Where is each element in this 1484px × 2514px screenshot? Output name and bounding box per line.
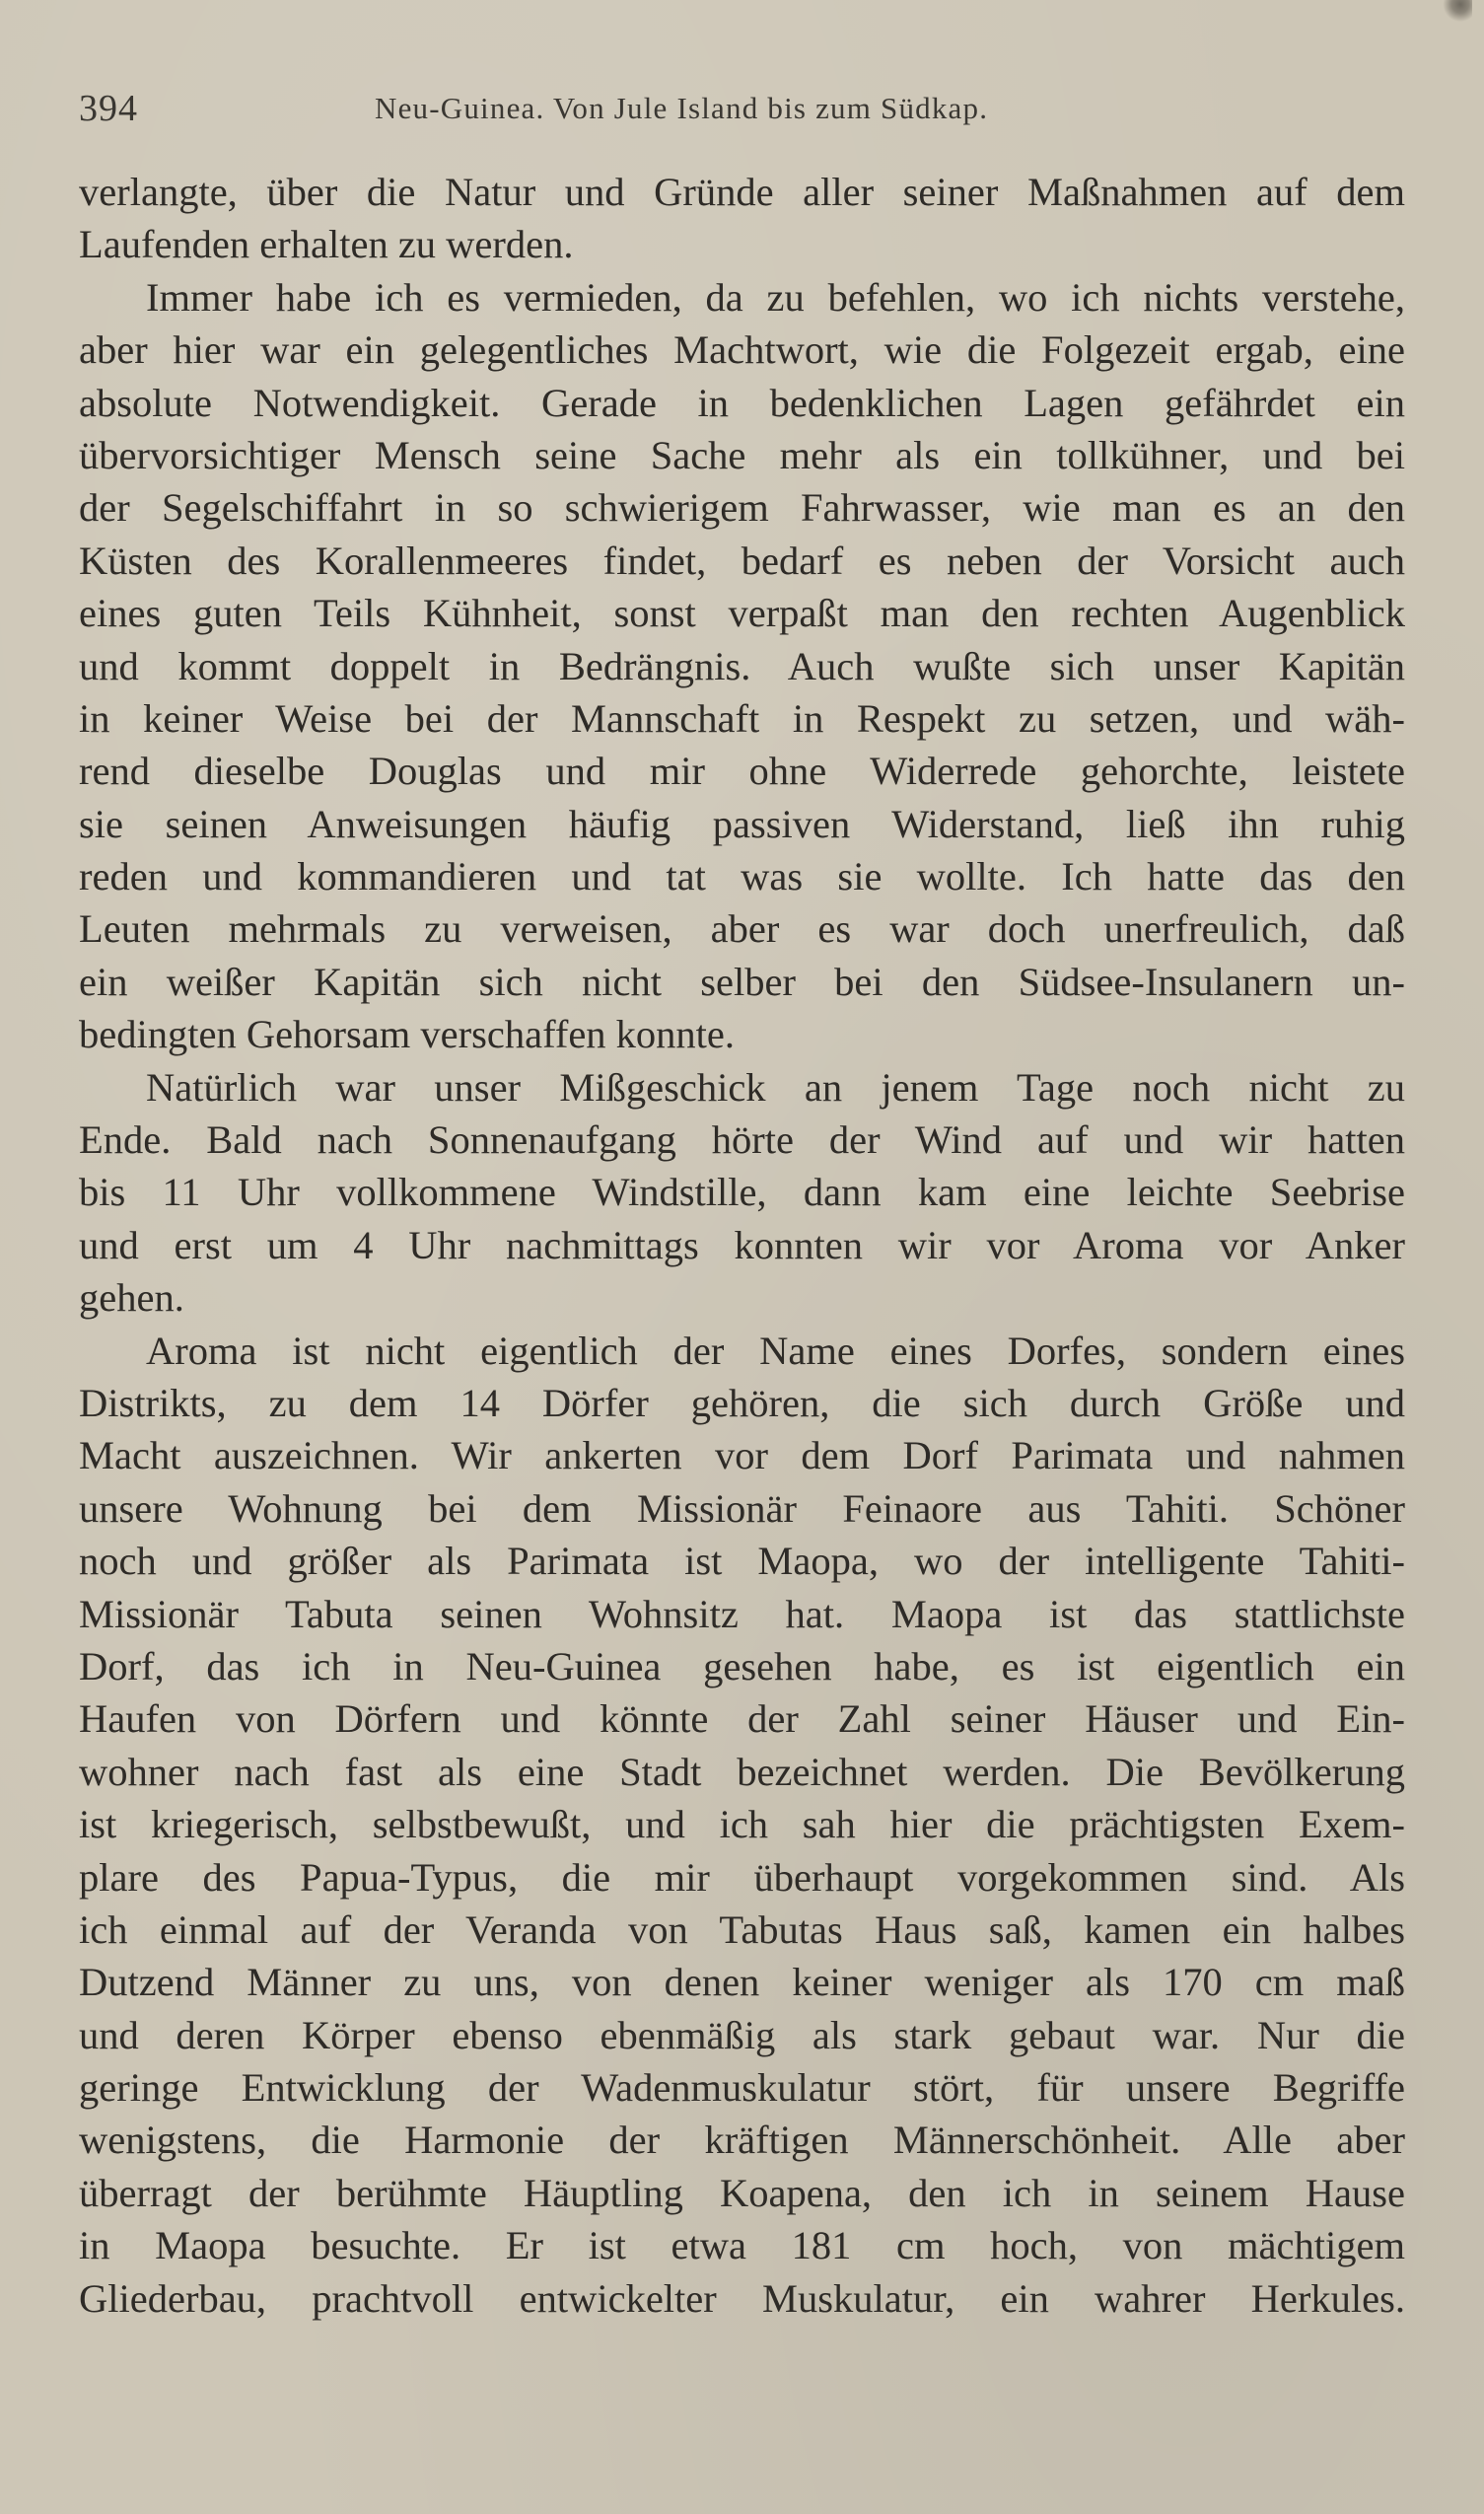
text-line: unsere Wohnung bei dem Missionär Feinaore aus Tahiti. Schöner — [79, 1485, 1405, 1531]
text-line: noch und größer als Parimata ist Maopa, wo der intelligente Tahiti- — [79, 1539, 1405, 1584]
text-line: ein weißer Kapitän sich nicht selber bei den Südsee-Insulanern un- — [79, 959, 1405, 1004]
text-line: bedingten Gehorsam verschaffen konnte. — [79, 1012, 736, 1057]
text-line: wohner nach fast als eine Stadt bezeichnet werden. Die Bevölkerung — [79, 1749, 1405, 1794]
text-line: in Maopa besuchte. Er ist etwa 181 cm hoch, von mächtigem — [79, 2223, 1405, 2268]
text-line: Dutzend Männer zu uns, von denen keiner weniger als 170 cm maß — [79, 1960, 1405, 2005]
text-line: Gliederbau, prachtvoll entwickelter Muskulatur, ein wahrer Herkules. — [79, 2275, 1405, 2321]
text-line: plare des Papua-Typus, die mir überhaupt vorgekommen sind. Als — [79, 1854, 1405, 1900]
text-line: und kommt doppelt in Bedrängnis. Auch wußte sich unser Kapitän — [79, 643, 1405, 688]
text-line: Missionär Tabuta seinen Wohnsitz hat. Maopa ist das stattlichste — [79, 1591, 1405, 1636]
text-line: Dorf, das ich in Neu-Guinea gesehen habe, es ist eigentlich ein — [79, 1643, 1405, 1688]
text-line: ich einmal auf der Veranda von Tabutas Haus saß, kamen ein halbes — [79, 1906, 1405, 1952]
text-line: Ende. Bald nach Sonnenaufgang hörte der Wind auf und wir hatten — [79, 1117, 1405, 1163]
running-title: Neu-Guinea. Von Jule Island bis zum Südkap. — [375, 91, 989, 125]
text-line: in keiner Weise bei der Mannschaft in Respekt zu setzen, und wäh- — [79, 695, 1405, 741]
text-line: reden und kommandieren und tat was sie wollte. Ich hatte das den — [79, 854, 1405, 899]
text-line: Laufenden erhalten zu werden. — [79, 222, 574, 267]
text-line: und erst um 4 Uhr nachmittags konnten wir vor Aroma vor Anker — [79, 1222, 1405, 1267]
text-line: sie seinen Anweisungen häufig passiven Widerstand, ließ ihn ruhig — [79, 801, 1405, 846]
text-line: absolute Notwendigkeit. Gerade in bedenklichen Lagen gefährdet ein — [79, 380, 1405, 425]
text-line: Haufen von Dörfern und könnte der Zahl seiner Häuser und Ein- — [79, 1696, 1405, 1742]
text-line: bis 11 Uhr vollkommene Windstille, dann kam eine leichte Seebrise — [79, 1170, 1405, 1215]
text-line: geringe Entwicklung der Wadenmuskulatur stört, für unsere Begriffe — [79, 2065, 1405, 2111]
text-line: Distrikts, zu dem 14 Dörfer gehören, die sich durch Größe und — [79, 1380, 1405, 1425]
text-line: wenigstens, die Harmonie der kräftigen Männerschönheit. Alle aber — [79, 2118, 1405, 2163]
running-header — [79, 87, 1405, 138]
text-line: und deren Körper ebenso ebenmäßig als stark gebaut war. Nur die — [79, 2012, 1405, 2057]
text-line: rend dieselbe Douglas und mir ohne Widerrede gehorchte, leistete — [79, 749, 1405, 794]
text-line: Natürlich war unser Mißgeschick an jenem Tage noch nicht zu — [146, 1064, 1405, 1110]
text-line: der Segelschiffahrt in so schwierigem Fahrwasser, wie man es an den — [79, 485, 1405, 531]
text-line: Leuten mehrmals zu verweisen, aber es war doch unerfreulich, daß — [79, 906, 1405, 952]
text-line: überragt der berühmte Häuptling Koapena, den ich in seinem Hause — [79, 2170, 1405, 2215]
text-line: ist kriegerisch, selbstbewußt, und ich sah hier die prächtigsten Exem- — [79, 1802, 1405, 1847]
text-line: Immer habe ich es vermieden, da zu befehlen, wo ich nichts verstehe, — [146, 274, 1405, 320]
body-text — [79, 166, 1405, 2325]
page-corner-blemish — [1443, 0, 1472, 22]
text-line: Küsten des Korallenmeeres findet, bedarf es neben der Vorsicht auch — [79, 538, 1405, 583]
page-number: 394 — [79, 88, 138, 129]
text-line: verlangte, über die Natur und Gründe aller seiner Maßnahmen auf dem — [79, 170, 1405, 214]
text-line: eines guten Teils Kühnheit, sonst verpaßt man den rechten Augenblick — [79, 591, 1405, 636]
text-line: aber hier war ein gelegentliches Machtwort, wie die Folgezeit ergab, eine — [79, 327, 1405, 373]
text-line: übervorsichtiger Mensch seine Sache mehr als ein tollkühner, und bei — [79, 432, 1405, 477]
text-line: Macht auszeichnen. Wir ankerten vor dem Dorf Parimata und nahmen — [79, 1433, 1405, 1478]
text-line: gehen. — [79, 1275, 184, 1321]
text-line: Aroma ist nicht eigentlich der Name eines Dorfes, sondern eines — [146, 1328, 1405, 1373]
